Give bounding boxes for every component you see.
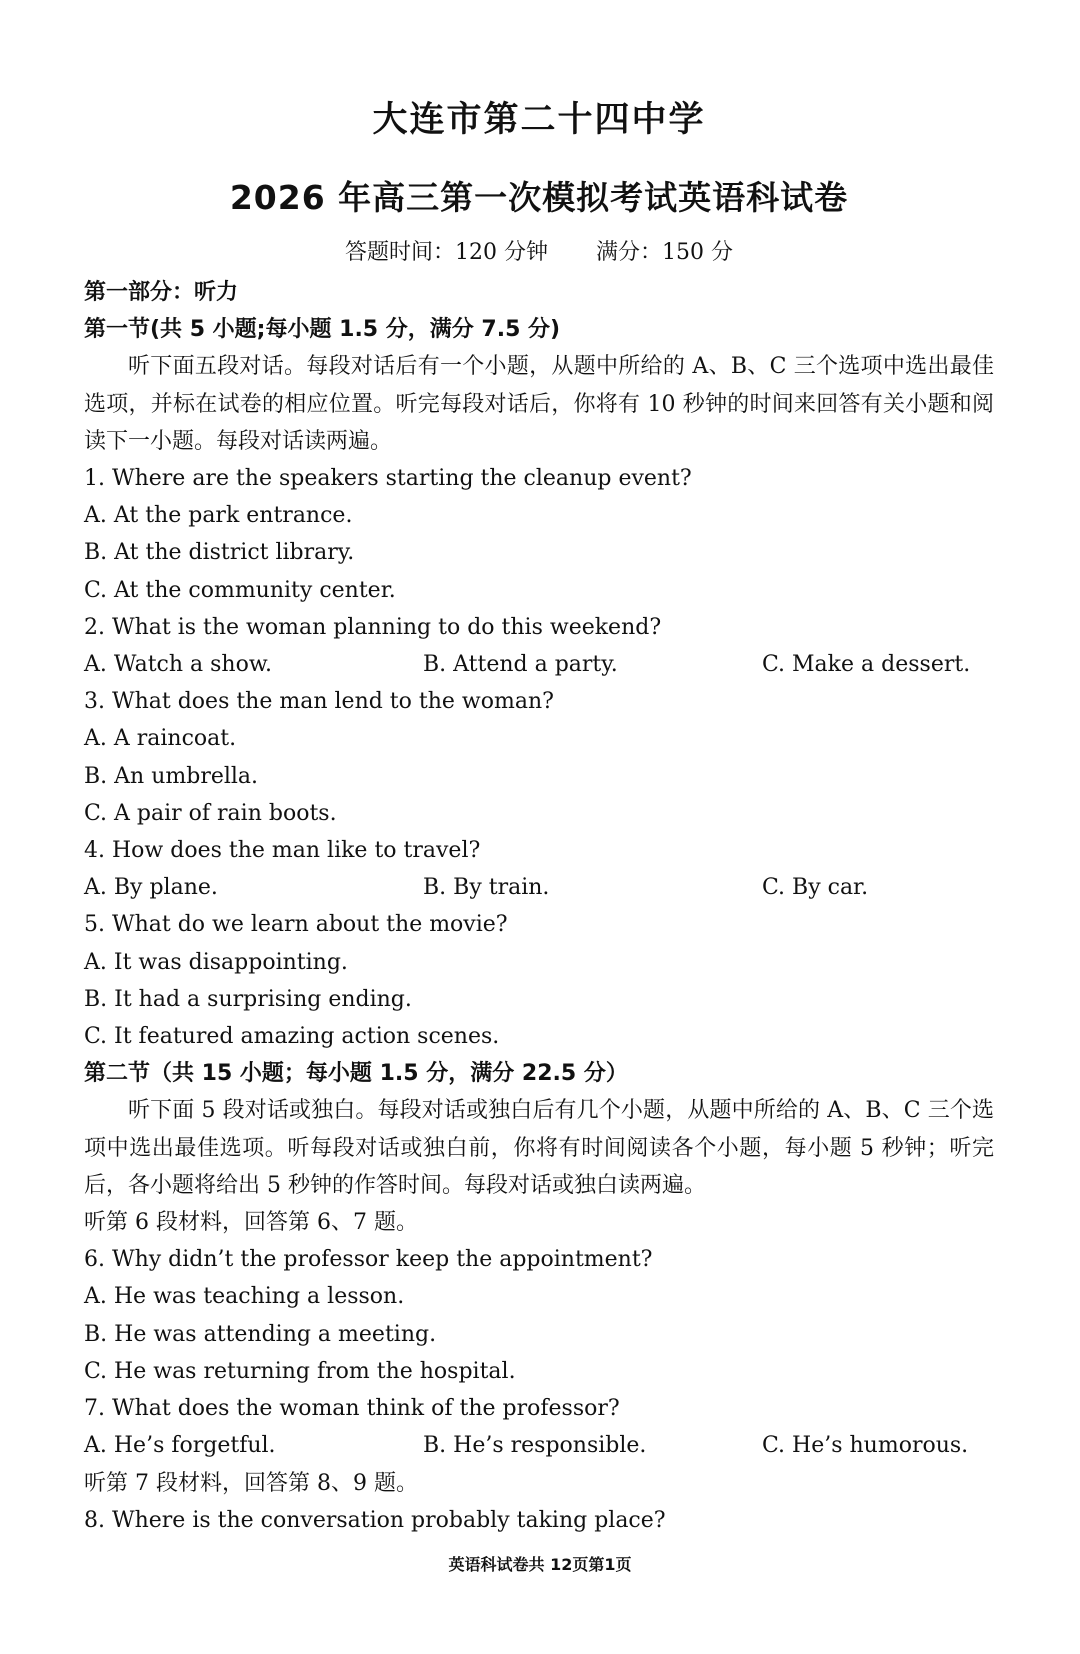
option-a: A. Watch a show. <box>84 652 273 678</box>
material-note: 听第 7 段材料，回答第 8、9 题。 <box>84 1470 418 1496</box>
part-title: 第一部分：听力 <box>84 280 239 305</box>
option-b: B. By train. <box>423 875 550 901</box>
question-stem: 7. What does the woman think of the professor? <box>84 1396 620 1422</box>
option-row <box>84 1427 994 1464</box>
option-c: C. By car. <box>762 875 869 901</box>
page-footer: 英语科试卷共 12页第1页 <box>448 1555 632 1574</box>
question-stem: 1. Where are the speakers starting the cleanup event? <box>84 466 692 492</box>
option-row <box>84 646 994 683</box>
option-b: B. An umbrella. <box>84 763 259 789</box>
option-c: C. A pair of rain boots. <box>84 800 337 826</box>
section2-instructions: 听下面 5 段对话或独白。每段对话或独白后有几个小题，从题中所给的 A、B、C 三个选项中选出最佳选项。听每段对话或独白前，你将有时间阅读各个小题，每小题 5 秒钟；听完后，各小题将给出 5 秒钟的作答时间。每段对话或独白读两遍。 <box>84 1098 994 1198</box>
option-c: C. It featured amazing action scenes. <box>84 1024 500 1050</box>
section1-instructions: 听下面五段对话。每段对话后有一个小题，从题中所给的 A、B、C 三个选项中选出最佳选项，并标在试卷的相应位置。听完每段对话后，你将有 10 秒钟的时间来回答有关小题和阅读下一小题。每段对话读两遍。 <box>84 354 994 454</box>
option-b: B. He was attending a meeting. <box>84 1321 437 1347</box>
option-b: B. At the district library. <box>84 540 355 566</box>
option-a: A. A raincoat. <box>84 726 237 752</box>
exam-time: 答题时间：120 分钟 <box>345 240 548 265</box>
exam-title: 2026 年高三第一次模拟考试英语科试卷 <box>229 178 849 217</box>
option-c: C. He was returning from the hospital. <box>84 1358 516 1384</box>
question-stem: 8. Where is the conversation probably taking place? <box>84 1507 666 1533</box>
question-stem: 6. Why didn’t the professor keep the appointment? <box>84 1247 653 1273</box>
question-stem: 3. What does the man lend to the woman? <box>84 689 554 715</box>
option-b: B. He’s responsible. <box>423 1433 647 1459</box>
material-note: 听第 6 段材料，回答第 6、7 题。 <box>84 1210 418 1236</box>
option-row <box>84 869 994 906</box>
school-name: 大连市第二十四中学 <box>372 100 706 140</box>
question-stem: 2. What is the woman planning to do this weekend? <box>84 614 662 640</box>
section1-title: 第一节(共 5 小题;每小题 1.5 分，满分 7.5 分) <box>84 317 561 343</box>
question-stem: 4. How does the man like to travel? <box>84 838 481 864</box>
option-a: A. It was disappointing. <box>84 949 348 975</box>
section2-title: 第二节（共 15 小题；每小题 1.5 分，满分 22.5 分） <box>84 1061 628 1087</box>
option-a: A. At the park entrance. <box>84 503 353 529</box>
option-a: A. He’s forgetful. <box>84 1433 276 1459</box>
exam-info <box>84 235 994 266</box>
option-c: C. He’s humorous. <box>762 1433 969 1459</box>
option-b: B. It had a surprising ending. <box>84 986 412 1012</box>
option-c: C. Make a dessert. <box>762 652 971 678</box>
exam-score: 满分：150 分 <box>596 240 733 265</box>
option-a: A. By plane. <box>84 875 218 901</box>
option-a: A. He was teaching a lesson. <box>84 1284 405 1310</box>
question-stem: 5. What do we learn about the movie? <box>84 912 508 938</box>
listening-part <box>84 274 994 1539</box>
option-c: C. At the community center. <box>84 577 396 603</box>
option-b: B. Attend a party. <box>423 652 618 678</box>
